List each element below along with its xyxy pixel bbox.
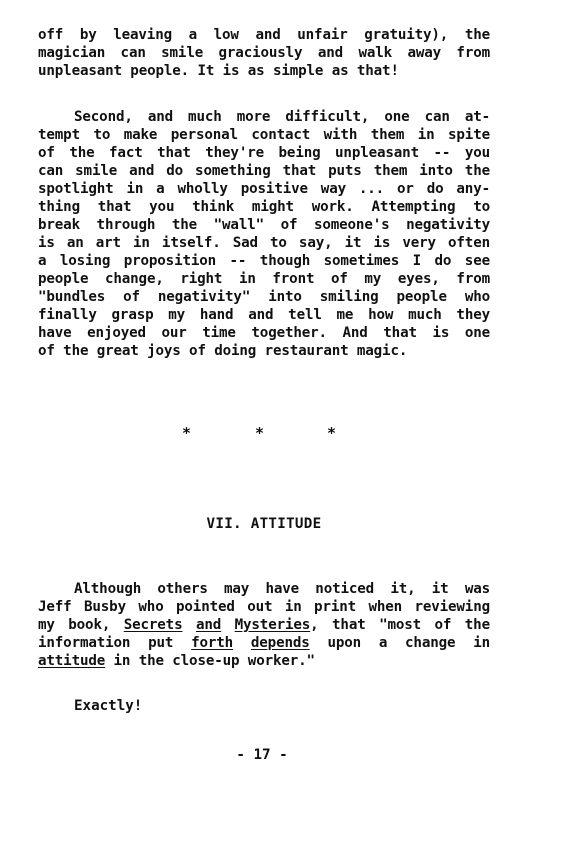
text-line: tempt to make personal contact with them in spite [38,127,490,143]
separator-asterisk: * [255,424,265,442]
text-line: break through the "wall" of someone's negativity [38,217,490,233]
text-line: is an art in itself. Sad to say, it is very often [38,235,490,251]
text-line: can smile and do something that puts them into the [38,163,490,179]
text-line: spotlight in a wholly positive way ... or do any- [38,181,490,197]
separator-asterisk: * [327,424,337,442]
text-segment [233,635,251,651]
text-segment: my book, [38,617,124,633]
text-line: magician can smile graciously and walk away from [38,45,490,61]
text-line: of the great joys of doing restaurant magic. [38,343,408,359]
text-line [38,616,490,634]
text-line [38,652,490,670]
book-title-and: and [195,617,222,633]
text-line: off by leaving a low and unfair gratuity), the [38,27,490,43]
text-line: a losing proposition -- though sometimes I do see [38,253,490,269]
underlined-word-forth: forth [191,635,234,651]
text-line: thing that you think might work. Attempting to [38,199,490,215]
book-title-secrets: Secrets [123,617,183,633]
section-heading: VII. ATTITUDE [206,516,322,532]
section-separator [0,424,563,442]
underlined-word-depends: depends [250,635,310,651]
book-title-mysteries: Mysteries [234,617,311,633]
closing-line: Exactly! [74,698,143,714]
text-line [38,634,490,652]
page-number: - 17 - [236,747,288,763]
text-segment: upon a change in [309,635,490,651]
text-line: of the fact that they're being unpleasant -- you [38,145,490,161]
text-line: have enjoyed our time together. And that is one [38,325,490,341]
text-line: Jeff Busby who pointed out in print when reviewing [38,599,490,615]
text-line: unpleasant people. It is as simple as that! [38,63,399,79]
text-line: finally grasp my hand and tell me how much they [38,307,490,323]
text-segment: , that "most of the [310,617,490,633]
text-segment: in the close-up worker." [105,653,315,669]
separator-asterisk: * [182,424,192,442]
text-segment: information put [38,635,192,651]
text-line: people change, right in front of my eyes, from [38,271,490,287]
underlined-word-attitude: attitude [38,653,106,669]
text-line: Second, and much more difficult, one can at- [74,109,490,125]
text-line: Although others may have noticed it, it was [74,581,490,597]
text-line: "bundles of negativity" into smiling people who [38,289,490,305]
